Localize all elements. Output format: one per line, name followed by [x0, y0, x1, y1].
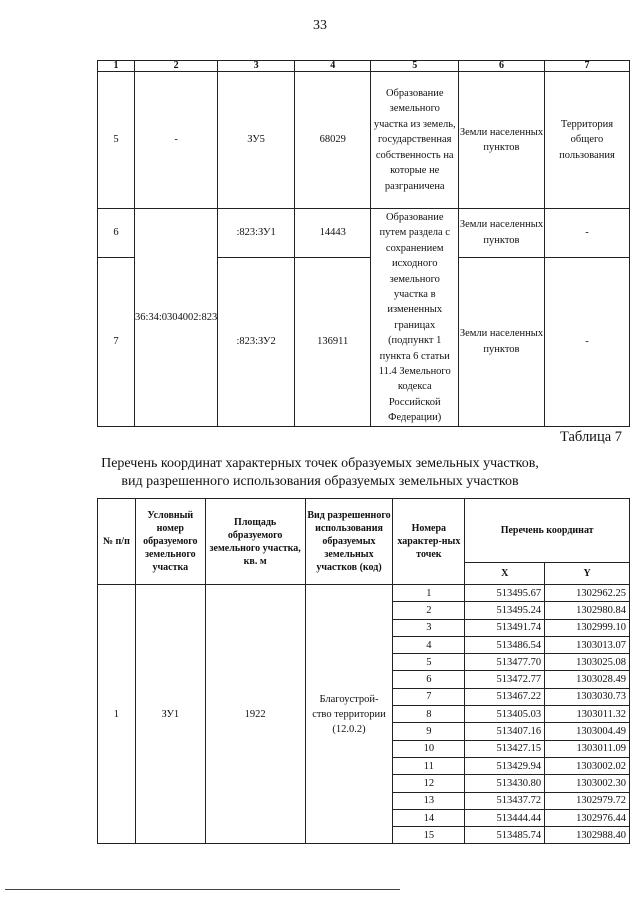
table-header-row — [98, 61, 630, 72]
parcel-area: 68029 — [294, 72, 370, 209]
territory-type: Территория общего пользования — [544, 72, 629, 209]
header-y: Y — [545, 563, 630, 585]
coord-y: 1302976.44 — [545, 809, 630, 826]
coord-point: 8 — [393, 706, 465, 723]
parcels-table — [97, 60, 630, 427]
coord-point: 15 — [393, 827, 465, 844]
coord-x: 513495.24 — [465, 602, 545, 619]
footer-divider — [5, 889, 400, 890]
land-category: Земли населенных пунктов — [459, 209, 545, 258]
coord-point: 4 — [393, 636, 465, 653]
table-row — [98, 585, 630, 602]
coord-y: 1303004.49 — [545, 723, 630, 740]
header-cell: 1 — [98, 61, 135, 72]
header-cell: 7 — [544, 61, 629, 72]
table-row — [98, 209, 630, 258]
coord-x: 513429.94 — [465, 757, 545, 774]
coord-point: 7 — [393, 688, 465, 705]
coord-x: 513405.03 — [465, 706, 545, 723]
coord-x: 513485.74 — [465, 827, 545, 844]
coord-y: 1302980.84 — [545, 602, 630, 619]
page-number: 33 — [313, 18, 327, 33]
coord-x: 513427.15 — [465, 740, 545, 757]
coord-x: 513444.44 — [465, 809, 545, 826]
parcel-label: :823:ЗУ1 — [218, 209, 295, 258]
parcel-number: 1 — [98, 585, 136, 844]
coord-point: 12 — [393, 775, 465, 792]
row-number: 7 — [98, 257, 135, 426]
parcel-use: Благоустрой-ство территории (12.0.2) — [305, 585, 393, 844]
row-number: 6 — [98, 209, 135, 258]
coordinates-body — [98, 585, 630, 844]
formation-method: Образование земельного участка из земель, государственная собственность на которые не разграничена — [371, 72, 459, 209]
header-cell: 6 — [459, 61, 545, 72]
cadastral-number: - — [134, 72, 217, 209]
parcel-area: 1922 — [205, 585, 305, 844]
header-coords: Перечень координат — [465, 499, 630, 563]
coord-y: 1303002.30 — [545, 775, 630, 792]
coord-x: 513437.72 — [465, 792, 545, 809]
coord-point: 2 — [393, 602, 465, 619]
header-cell: 3 — [218, 61, 295, 72]
coord-y: 1303025.08 — [545, 654, 630, 671]
coord-point: 1 — [393, 585, 465, 602]
coord-x: 513491.74 — [465, 619, 545, 636]
header-num: № п/п — [98, 499, 136, 585]
table-header-row — [98, 499, 630, 563]
formation-method: Образование путем раздела с сохранением исходного земельного участка в измененных границах (подпункт 1 пункта 6 статьи 11.4 Земельного кодекса Российской Федерации) — [371, 209, 459, 427]
coordinates-table — [97, 498, 630, 844]
header-cell: 2 — [134, 61, 217, 72]
coord-point: 5 — [393, 654, 465, 671]
parcel-label: ЗУ5 — [218, 72, 295, 209]
coord-y: 1302999.10 — [545, 619, 630, 636]
coord-y: 1303002.02 — [545, 757, 630, 774]
coord-x: 513477.70 — [465, 654, 545, 671]
coord-x: 513467.22 — [465, 688, 545, 705]
coord-point: 6 — [393, 671, 465, 688]
land-category: Земли населенных пунктов — [459, 72, 545, 209]
coord-y: 1303030.73 — [545, 688, 630, 705]
coord-y: 1303011.09 — [545, 740, 630, 757]
table-title-line2: вид разрешенного использования образуемых земельных участков — [121, 474, 519, 489]
header-use: Вид разрешенного использования образуемых земельных участков (код) — [305, 499, 393, 585]
coord-y: 1303028.49 — [545, 671, 630, 688]
table-title-line1: Перечень координат характерных точек образуемых земельных участков, — [101, 456, 539, 471]
header-x: X — [465, 563, 545, 585]
table-row — [98, 72, 630, 209]
coord-y: 1303013.07 — [545, 636, 630, 653]
header-points: Номера характер-ных точек — [393, 499, 465, 585]
coord-y: 1302979.72 — [545, 792, 630, 809]
coord-y: 1302988.40 — [545, 827, 630, 844]
parcel-area: 14443 — [294, 209, 370, 258]
parcel-label: :823:ЗУ2 — [218, 257, 295, 426]
coord-point: 13 — [393, 792, 465, 809]
coord-x: 513486.54 — [465, 636, 545, 653]
coord-x: 513472.77 — [465, 671, 545, 688]
header-cell: 5 — [371, 61, 459, 72]
header-cell: 4 — [294, 61, 370, 72]
row-number: 5 — [98, 72, 135, 209]
coord-x: 513407.16 — [465, 723, 545, 740]
coord-x: 513495.67 — [465, 585, 545, 602]
table-label: Таблица 7 — [560, 429, 623, 445]
coord-point: 14 — [393, 809, 465, 826]
header-area: Площадь образуемого земельного участка, кв. м — [205, 499, 305, 585]
coord-point: 3 — [393, 619, 465, 636]
land-category: Земли населенных пунктов — [459, 257, 545, 426]
coord-y: 1303011.32 — [545, 706, 630, 723]
parcel-area: 136911 — [294, 257, 370, 426]
coord-point: 11 — [393, 757, 465, 774]
coord-x: 513430.80 — [465, 775, 545, 792]
territory-type: - — [544, 257, 629, 426]
cadastral-number: 36:34:0304002:823 — [134, 209, 217, 427]
header-conditional-number: Условный номер образуемого земельного участка — [135, 499, 205, 585]
coord-y: 1302962.25 — [545, 585, 630, 602]
territory-type: - — [544, 209, 629, 258]
coord-point: 10 — [393, 740, 465, 757]
parcel-label: ЗУ1 — [135, 585, 205, 844]
coord-point: 9 — [393, 723, 465, 740]
